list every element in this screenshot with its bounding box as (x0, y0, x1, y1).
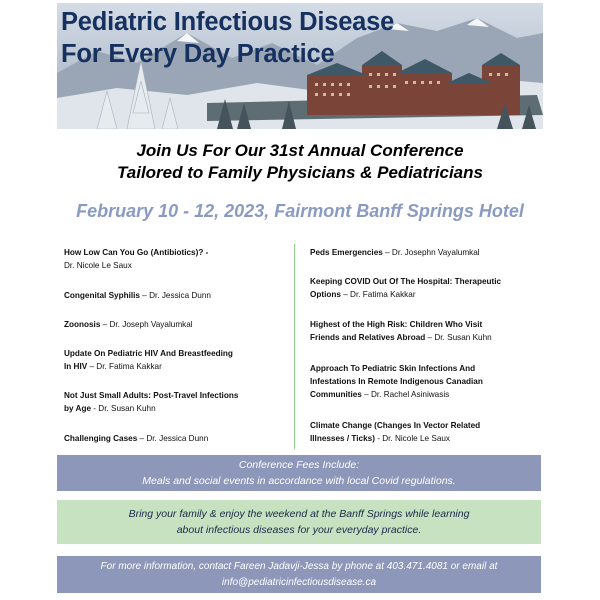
session-speaker: Dr. Nicole Le Saux (64, 261, 132, 270)
event-date-location: February 10 - 12, 2023, Fairmont Banff Springs Hotel (76, 201, 524, 221)
banner-title (61, 6, 394, 70)
session-item (64, 318, 289, 331)
column-divider (294, 244, 295, 449)
family-line1: Bring your family & enjoy the weekend at the Banff Springs while learning (128, 508, 470, 520)
session-speaker: – Dr. Josephn Vayalumkal (382, 248, 480, 257)
intro-line2: Tailored to Family Physicians & Pediatricians (117, 163, 483, 182)
contact-email[interactable]: info@pediatricinfectiousdisease.ca (221, 576, 377, 588)
banner-image (57, 3, 543, 129)
fees-heading: Conference Fees Include: (238, 459, 360, 471)
session-title: Update On Pediatric HIV And Breastfeeding (64, 349, 233, 358)
session-speaker: - Dr. Susan Kuhn (91, 404, 156, 413)
session-title-cont: In HIV (64, 362, 88, 371)
session-speaker: – Dr. Jessica Dunn (137, 434, 209, 443)
session-title: Challenging Cases (64, 434, 138, 443)
session-title: Congenital Syphilis (64, 291, 140, 300)
session-item (64, 432, 289, 445)
session-item (64, 289, 289, 302)
session-item (310, 362, 542, 401)
session-speaker: – Dr. Jessica Dunn (139, 291, 211, 300)
session-title-cont: Illnesses / Ticks) (310, 434, 375, 443)
session-item (310, 246, 542, 259)
session-item (310, 419, 542, 445)
session-title: Approach To Pediatric Skin Infections And (310, 364, 476, 373)
session-title-cont: by Age (64, 404, 91, 413)
session-speaker: - Dr. Nicole Le Saux (374, 434, 451, 443)
session-item (64, 246, 289, 272)
session-title: Keeping COVID Out Of The Hospital: Therapeutic (310, 277, 502, 286)
contact-banner (57, 556, 541, 593)
contact-line1: For more information, contact Fareen Jadavji-Jessa by phone at 403.471.4081 or email at (100, 560, 498, 572)
session-title-cont: Options (310, 290, 341, 299)
session-item (64, 389, 289, 415)
session-title: Not Just Small Adults: Post-Travel Infections (64, 391, 239, 400)
session-title-cont: Infestations In Remote Indigenous Canadian (310, 377, 483, 386)
session-item (310, 318, 542, 344)
session-title: Peds Emergencies (310, 248, 383, 257)
session-title: Highest of the High Risk: Children Who Visit (310, 320, 483, 329)
fees-body: Meals and social events in accordance with local Covid regulations. (142, 475, 456, 487)
family-banner (57, 500, 541, 544)
banner-title-line2: For Every Day Practice (61, 40, 335, 68)
fees-banner (57, 455, 541, 491)
session-speaker: – Dr. Fatima Kakkar (340, 290, 416, 299)
session-title-cont: Communities (310, 390, 362, 399)
session-title: Climate Change (Changes In Vector Related (310, 421, 481, 430)
family-line2: about infectious diseases for your everyday practice. (176, 524, 422, 536)
session-item (64, 347, 289, 373)
intro-line1: Join Us For Our 31st Annual Conference (136, 141, 464, 160)
session-speaker: – Dr. Rachel Asiniwasis (361, 390, 450, 399)
session-speaker: – Dr. Susan Kuhn (425, 333, 492, 342)
session-title: How Low Can You Go (Antibiotics)? - (64, 248, 209, 257)
session-item (310, 275, 542, 301)
session-title-cont: Friends and Relatives Abroad (310, 333, 426, 342)
session-speaker: – Dr. Fatima Kakkar (87, 362, 162, 371)
session-speaker: – Dr. Joseph Vayalumkal (100, 320, 193, 329)
session-title: Zoonosis (64, 320, 101, 329)
banner-title-line1: Pediatric Infectious Disease (61, 8, 395, 36)
